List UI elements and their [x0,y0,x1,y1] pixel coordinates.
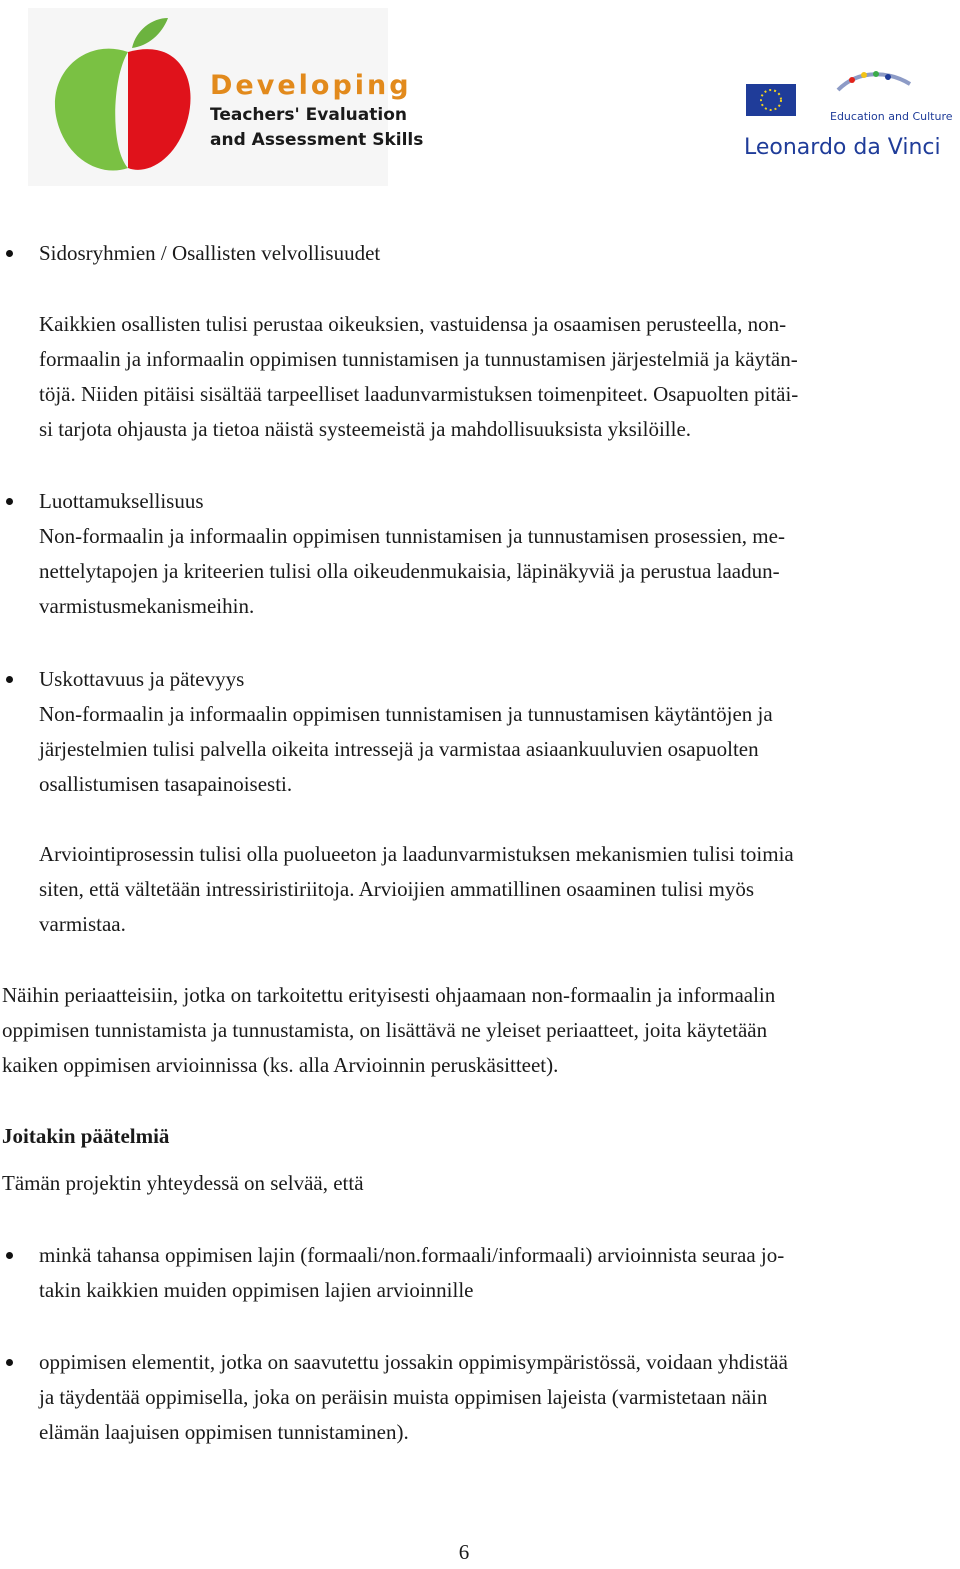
program-label: Education and Culture [830,110,953,123]
assessment-process-text [0,837,960,942]
text-line: Arviointiprosessin tulisi olla puolueeton ja laadunvarmistuksen mekanismien tulisi toimia [39,842,794,866]
summary-paragraph [0,978,960,1083]
text-line: kaiken oppimisen arvioinnissa (ks. alla Arvioinnin peruskäsitteet). [2,1053,559,1077]
text-line: töjä. Niiden pitäisi sisältää tarpeelliset laadunvarmistuksen toimenpiteet. Osapuolten pitäi- [39,382,799,406]
logo-line-2: Teachers' Evaluation [210,105,407,125]
text-line: siten, että vältetään intressiristiriitoja. Arvioijien ammatillinen osaaminen tulisi myös [39,877,755,901]
text-line: takin kaikkien muiden oppimisen lajien arvioinnille [39,1278,474,1302]
text-line: nettelytapojen ja kriteerien tulisi olla oikeudenmukaisia, läpinäkyviä ja perustua laadun- [39,559,780,583]
conclusion-item-1 [0,1238,960,1308]
text-line: Näihin periaatteisiin, jotka on tarkoitettu erityisesti ohjaamaan non-formaalin ja informaalin [2,983,776,1007]
intro-block [0,1166,960,1201]
text-line: oppimisen elementit, jotka on saavutettu jossakin oppimisympäristössä, voidaan yhdistää [39,1350,788,1374]
stakeholder-title-block [0,236,960,271]
text-line: si tarjota ohjausta ja tietoa näistä systeemeistä ja mahdollisuuksista yksilöille. [39,417,692,441]
text-line: varmistusmekanismeihin. [39,594,255,618]
page-number: 6 [458,1540,470,1564]
text-line: osallistumisen tasapainoisesti. [39,772,293,796]
text-line: varmistaa. [39,912,126,936]
stakeholder-title: Sidosryhmien / Osallisten velvollisuudet [39,241,381,265]
confidentiality-title: Luottamuksellisuus [39,489,204,513]
text-line: Kaikkien osallisten tulisi perustaa oikeuksien, vastuidensa ja osaamisen perusteella, non- [39,312,787,336]
text-line: järjestelmien tulisi palvella oikeita intressejä ja varmistaa asiaankuuluvien osapuolten [39,737,759,761]
stakeholder-text [0,307,960,447]
intro-text: Tämän projektin yhteydessä on selvää, että [2,1171,364,1195]
text-line: ja täydentää oppimisella, joka on peräisin muista oppimisen lajeista (varmistetaan näin [39,1385,768,1409]
text-line: oppimisen tunnistamista ja tunnustamista, on lisättävä ne yleiset periaatteet, joita käytetään [2,1018,768,1042]
text-line: elämän laajuisen oppimisen tunnistaminen). [39,1420,409,1444]
conclusion-item-2 [0,1345,960,1450]
text-line: Non-formaalin ja informaalin oppimisen tunnistamisen ja tunnustamisen käytäntöjen ja [39,702,773,726]
text-line: Non-formaalin ja informaalin oppimisen tunnistamisen ja tunnustamisen prosessien, me- [39,524,785,548]
text-line: formaalin ja informaalin oppimisen tunnistamisen ja tunnustamisen järjestelmiä ja käytän- [39,347,798,371]
developing-teachers-logo [28,8,424,186]
logo-line-3: and Assessment Skills [210,130,424,150]
leonardo-da-vinci-logo [740,66,956,162]
confidentiality-block [0,484,960,624]
eu-flag [746,84,796,116]
leonardo-label: Leonardo da Vinci [744,135,941,160]
text-line: minkä tahansa oppimisen lajin (formaali/non.formaali/informaali) arvioinnista seuraa jo- [39,1243,785,1267]
conclusions-heading-block [0,1119,960,1154]
program-swoosh-icon [838,74,910,90]
logo-line-1: Developing [210,70,412,101]
conclusions-heading: Joitakin päätelmiä [2,1124,170,1148]
credibility-block [0,662,960,802]
credibility-title: Uskottavuus ja pätevyys [39,667,245,691]
